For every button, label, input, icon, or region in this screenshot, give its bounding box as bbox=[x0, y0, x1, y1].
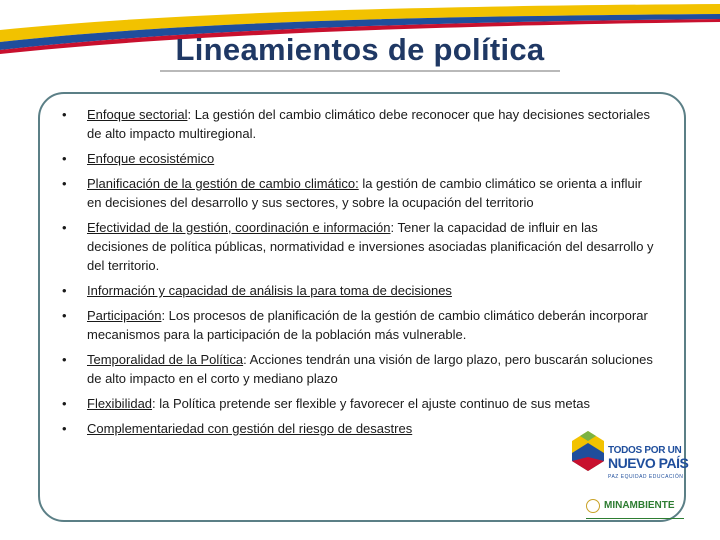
list-item bbox=[62, 281, 660, 300]
item-heading: Complementariedad con gestión del riesgo de desastres bbox=[87, 421, 413, 436]
list-item bbox=[62, 350, 660, 388]
item-heading: Flexibilidad bbox=[87, 396, 153, 411]
bullet-dot: • bbox=[62, 421, 67, 436]
bullet-dot: • bbox=[62, 283, 67, 298]
bullet-dot: • bbox=[62, 396, 67, 411]
logo-line-3: PAZ EQUIDAD EDUCACIÓN bbox=[608, 474, 684, 480]
item-separator: : bbox=[187, 107, 195, 122]
bullet-list bbox=[62, 105, 660, 444]
item-text: La gestión del cambio climático debe reconocer que hay decisiones sectoriales de alto impacto multiregional. bbox=[87, 107, 650, 141]
item-heading: Temporalidad de la Política bbox=[87, 352, 244, 367]
item-heading: Información y capacidad de análisis la para toma de decisiones bbox=[87, 283, 452, 298]
list-item bbox=[62, 218, 660, 275]
list-item bbox=[62, 306, 660, 344]
bullet-dot: • bbox=[62, 220, 67, 235]
item-text: Tener la capacidad de influir en las decisiones de política públicas, normatividad e inversiones asociadas planificación del desarrollo y del territorio. bbox=[87, 220, 654, 273]
item-separator: : bbox=[390, 220, 398, 235]
item-separator: : bbox=[161, 308, 169, 323]
item-heading: Efectividad de la gestión, coordinación e información bbox=[87, 220, 391, 235]
coat-of-arms-icon bbox=[586, 499, 600, 513]
minambiente-label: MINAMBIENTE bbox=[604, 500, 675, 511]
list-item bbox=[62, 149, 660, 168]
item-text: la gestión de cambio climático se orienta a influir en decisiones del desarrollo y sus sectores, y sobre la ocupación del territorio bbox=[87, 176, 642, 210]
todos-por-un-nuevo-pais-logo bbox=[568, 425, 694, 487]
logo-line-1: TODOS POR UN bbox=[608, 445, 682, 456]
bullet-dot: • bbox=[62, 107, 67, 122]
page-title: Lineamientos de política bbox=[175, 32, 545, 67]
item-text: la Política pretende ser flexible y favorecer el ajuste continuo de sus metas bbox=[159, 396, 590, 411]
item-separator: : bbox=[243, 352, 250, 367]
list-item bbox=[62, 105, 660, 143]
title-divider bbox=[160, 70, 560, 72]
item-heading: Enfoque ecosistémico bbox=[87, 151, 215, 166]
list-item bbox=[62, 394, 660, 413]
bullet-dot: • bbox=[62, 352, 67, 367]
bullet-dot: • bbox=[62, 176, 67, 191]
item-heading: Planificación de la gestión de cambio climático: bbox=[87, 176, 359, 191]
item-text: Acciones tendrán una visión de largo plazo, pero buscarán soluciones de alto impacto en el corto y mediano plazo bbox=[87, 352, 653, 386]
item-heading: Enfoque sectorial bbox=[87, 107, 188, 122]
item-text: Los procesos de planificación de la gestión de cambio climático deberán incorporar mecanismos para la participación de la población más vulnerable. bbox=[87, 308, 648, 342]
list-item bbox=[62, 174, 660, 212]
item-heading: Participación bbox=[87, 308, 162, 323]
logo-underline bbox=[586, 518, 684, 519]
hexagon-flag-icon bbox=[568, 425, 608, 485]
logo-line-2: NUEVO PAÍS bbox=[608, 455, 689, 471]
minambiente-logo bbox=[586, 496, 686, 524]
bullet-dot: • bbox=[62, 151, 67, 166]
item-separator: : bbox=[152, 396, 160, 411]
bullet-dot: • bbox=[62, 308, 67, 323]
